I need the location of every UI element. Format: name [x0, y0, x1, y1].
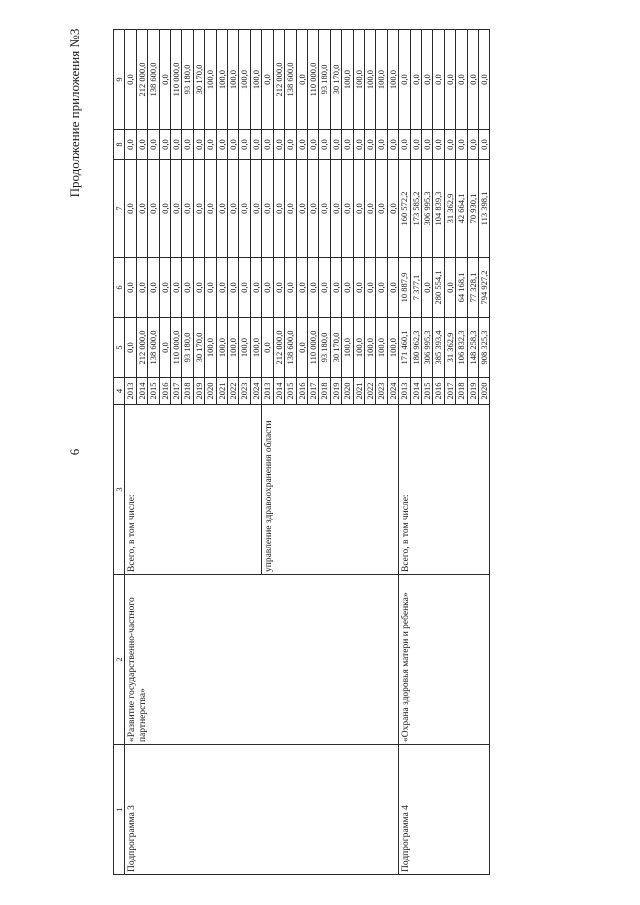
amount-cell: 0,0	[330, 130, 341, 160]
amount-cell: 104 839,3	[433, 160, 444, 258]
amount-cell: 0,0	[159, 130, 170, 160]
amount-cell: 0,0	[319, 130, 330, 160]
amount-cell: 0,0	[182, 160, 193, 258]
amount-cell: 100,0	[387, 318, 398, 378]
amount-cell: 100,0	[376, 30, 387, 130]
amount-cell: 0,0	[159, 318, 170, 378]
amount-cell: 100,0	[353, 318, 364, 378]
amount-cell: 93 180,0	[319, 30, 330, 130]
amount-cell: 0,0	[285, 130, 296, 160]
amount-cell: 100,0	[250, 318, 261, 378]
amount-cell: 10 887,9	[399, 258, 410, 318]
amount-cell: 0,0	[136, 160, 147, 258]
amount-cell: 0,0	[342, 160, 353, 258]
amount-cell: 100,0	[239, 318, 250, 378]
year-cell: 2016	[433, 378, 444, 405]
amount-cell: 0,0	[387, 130, 398, 160]
amount-cell: 0,0	[467, 130, 478, 160]
amount-cell: 30 170,0	[330, 318, 341, 378]
amount-cell: 0,0	[342, 258, 353, 318]
amount-cell: 0,0	[330, 258, 341, 318]
amount-cell: 100,0	[216, 318, 227, 378]
amount-cell: 93 180,0	[319, 318, 330, 378]
amount-cell: 110 000,0	[307, 318, 318, 378]
amount-cell: 30 170,0	[193, 318, 204, 378]
amount-cell: 0,0	[273, 160, 284, 258]
year-cell: 2024	[250, 378, 261, 405]
amount-cell: 110 000,0	[171, 318, 182, 378]
year-cell: 2023	[376, 378, 387, 405]
funding-table	[113, 29, 490, 875]
amount-cell: 0,0	[262, 318, 273, 378]
amount-cell: 0,0	[456, 30, 467, 130]
year-cell: 2021	[353, 378, 364, 405]
amount-cell: 0,0	[205, 160, 216, 258]
header-cell: 8	[114, 130, 125, 160]
amount-cell: 0,0	[205, 130, 216, 160]
amount-cell: 70 930,1	[467, 160, 478, 258]
amount-cell: 0,0	[228, 258, 239, 318]
year-cell: 2022	[228, 378, 239, 405]
amount-cell: 0,0	[182, 130, 193, 160]
amount-cell: 0,0	[456, 130, 467, 160]
header-cell: 5	[114, 318, 125, 378]
amount-cell: 77 328,1	[467, 258, 478, 318]
subprogram-name: «Охрана здоровья матери и ребенка»	[399, 575, 490, 745]
funding-source-label: управление здравоохранения области	[262, 405, 399, 575]
subprogram-name: «Развитие государственно-частного партнерства»	[125, 575, 399, 745]
amount-cell: 0,0	[205, 258, 216, 318]
year-cell: 2018	[456, 378, 467, 405]
year-cell: 2016	[296, 378, 307, 405]
amount-cell: 0,0	[159, 160, 170, 258]
amount-cell: 0,0	[387, 258, 398, 318]
amount-cell: 64 168,1	[456, 258, 467, 318]
amount-cell: 0,0	[353, 258, 364, 318]
amount-cell: 794 927,2	[479, 258, 490, 318]
amount-cell: 100,0	[205, 318, 216, 378]
amount-cell: 306 995,3	[421, 160, 432, 258]
amount-cell: 0,0	[444, 258, 455, 318]
amount-cell: 100,0	[342, 318, 353, 378]
year-cell: 2022	[364, 378, 375, 405]
amount-cell: 306 995,3	[421, 318, 432, 378]
year-cell: 2019	[467, 378, 478, 405]
amount-cell: 0,0	[136, 258, 147, 318]
header-cell: 9	[114, 30, 125, 130]
amount-cell: 100,0	[228, 318, 239, 378]
amount-cell: 0,0	[159, 258, 170, 318]
amount-cell: 0,0	[399, 30, 410, 130]
year-cell: 2015	[421, 378, 432, 405]
year-cell: 2020	[342, 378, 353, 405]
amount-cell: 0,0	[239, 130, 250, 160]
amount-cell: 0,0	[125, 318, 136, 378]
amount-cell: 0,0	[239, 258, 250, 318]
amount-cell: 100,0	[239, 30, 250, 130]
amount-cell: 0,0	[307, 258, 318, 318]
year-cell: 2017	[307, 378, 318, 405]
year-cell: 2016	[159, 378, 170, 405]
amount-cell: 0,0	[216, 130, 227, 160]
amount-cell: 0,0	[250, 160, 261, 258]
amount-cell: 385 393,4	[433, 318, 444, 378]
amount-cell: 0,0	[182, 258, 193, 318]
amount-cell: 0,0	[433, 130, 444, 160]
amount-cell: 0,0	[262, 30, 273, 130]
amount-cell: 0,0	[421, 30, 432, 130]
amount-cell: 100,0	[228, 30, 239, 130]
year-cell: 2014	[136, 378, 147, 405]
amount-cell: 138 600,0	[148, 30, 159, 130]
amount-cell: 0,0	[364, 130, 375, 160]
amount-cell: 0,0	[125, 160, 136, 258]
amount-cell: 171 460,1	[399, 318, 410, 378]
amount-cell: 0,0	[171, 130, 182, 160]
amount-cell: 148 258,3	[467, 318, 478, 378]
amount-cell: 212 000,0	[273, 30, 284, 130]
table-row	[399, 30, 410, 875]
amount-cell: 0,0	[296, 130, 307, 160]
amount-cell: 0,0	[364, 160, 375, 258]
header-cell: 4	[114, 378, 125, 405]
amount-cell: 93 180,0	[182, 318, 193, 378]
amount-cell: 0,0	[376, 160, 387, 258]
amount-cell: 0,0	[330, 160, 341, 258]
page-number: 6	[67, 448, 82, 456]
amount-cell: 7 377,1	[410, 258, 421, 318]
year-cell: 2020	[479, 378, 490, 405]
amount-cell: 100,0	[250, 30, 261, 130]
amount-cell: 0,0	[433, 30, 444, 130]
year-cell: 2015	[148, 378, 159, 405]
amount-cell: 110 000,0	[171, 30, 182, 130]
amount-cell: 0,0	[410, 130, 421, 160]
amount-cell: 0,0	[285, 160, 296, 258]
amount-cell: 0,0	[159, 30, 170, 130]
amount-cell: 42 664,1	[456, 160, 467, 258]
amount-cell: 0,0	[285, 258, 296, 318]
header-cell: 1	[114, 745, 125, 875]
amount-cell: 0,0	[444, 30, 455, 130]
amount-cell: 0,0	[148, 258, 159, 318]
year-cell: 2013	[399, 378, 410, 405]
amount-cell: 0,0	[410, 30, 421, 130]
amount-cell: 0,0	[216, 160, 227, 258]
amount-cell: 31 362,9	[444, 160, 455, 258]
amount-cell: 138 600,0	[148, 318, 159, 378]
subprogram-code: Подпрограмма 3	[125, 745, 399, 875]
amount-cell: 100,0	[376, 318, 387, 378]
amount-cell: 93 180,0	[182, 30, 193, 130]
amount-cell: 0,0	[262, 258, 273, 318]
amount-cell: 180 962,3	[410, 318, 421, 378]
amount-cell: 0,0	[148, 130, 159, 160]
amount-cell: 160 572,2	[399, 160, 410, 258]
amount-cell: 100,0	[342, 30, 353, 130]
amount-cell: 0,0	[193, 130, 204, 160]
amount-cell: 0,0	[296, 160, 307, 258]
rotated-table-container	[113, 30, 613, 875]
year-cell: 2019	[193, 378, 204, 405]
amount-cell: 113 398,1	[479, 160, 490, 258]
amount-cell: 0,0	[376, 258, 387, 318]
year-cell: 2019	[330, 378, 341, 405]
amount-cell: 0,0	[307, 130, 318, 160]
amount-cell: 0,0	[273, 258, 284, 318]
header-cell: 7	[114, 160, 125, 258]
amount-cell: 0,0	[273, 130, 284, 160]
amount-cell: 0,0	[171, 258, 182, 318]
amount-cell: 0,0	[421, 130, 432, 160]
year-cell: 2013	[125, 378, 136, 405]
amount-cell: 0,0	[193, 160, 204, 258]
amount-cell: 0,0	[125, 130, 136, 160]
amount-cell: 100,0	[387, 30, 398, 130]
amount-cell: 0,0	[262, 160, 273, 258]
amount-cell: 0,0	[387, 160, 398, 258]
amount-cell: 0,0	[216, 258, 227, 318]
amount-cell: 106 832,3	[456, 318, 467, 378]
subprogram-code: Подпрограмма 4	[399, 745, 490, 875]
appendix-title: Продолжение приложения №3	[67, 28, 82, 198]
table-body	[125, 30, 490, 875]
amount-cell: 908 325,3	[479, 318, 490, 378]
year-cell: 2017	[171, 378, 182, 405]
amount-cell: 31 362,9	[444, 318, 455, 378]
amount-cell: 212 000,0	[136, 30, 147, 130]
amount-cell: 0,0	[125, 258, 136, 318]
amount-cell: 138 600,0	[285, 318, 296, 378]
amount-cell: 280 554,1	[433, 258, 444, 318]
year-cell: 2018	[182, 378, 193, 405]
amount-cell: 100,0	[364, 318, 375, 378]
amount-cell: 173 585,2	[410, 160, 421, 258]
amount-cell: 110 000,0	[307, 30, 318, 130]
amount-cell: 0,0	[136, 130, 147, 160]
year-cell: 2015	[285, 378, 296, 405]
year-cell: 2023	[239, 378, 250, 405]
header-cell: 3	[114, 405, 125, 575]
year-cell: 2021	[216, 378, 227, 405]
amount-cell: 0,0	[262, 130, 273, 160]
funding-source-label: Всего, в том числе:	[125, 405, 262, 575]
amount-cell: 0,0	[307, 160, 318, 258]
year-cell: 2024	[387, 378, 398, 405]
amount-cell: 100,0	[364, 30, 375, 130]
amount-cell: 0,0	[376, 130, 387, 160]
amount-cell: 0,0	[479, 30, 490, 130]
amount-cell: 100,0	[216, 30, 227, 130]
amount-cell: 0,0	[250, 258, 261, 318]
amount-cell: 0,0	[364, 258, 375, 318]
amount-cell: 0,0	[467, 30, 478, 130]
funding-source-label: Всего, в том числе:	[399, 405, 490, 575]
year-cell: 2013	[262, 378, 273, 405]
amount-cell: 0,0	[421, 258, 432, 318]
year-cell: 2020	[205, 378, 216, 405]
amount-cell: 0,0	[296, 258, 307, 318]
amount-cell: 0,0	[148, 160, 159, 258]
amount-cell: 0,0	[296, 30, 307, 130]
header-cell: 2	[114, 575, 125, 745]
amount-cell: 0,0	[319, 160, 330, 258]
year-cell: 2018	[319, 378, 330, 405]
amount-cell: 0,0	[250, 130, 261, 160]
amount-cell: 0,0	[399, 130, 410, 160]
amount-cell: 0,0	[479, 130, 490, 160]
table-row	[125, 30, 136, 875]
amount-cell: 212 000,0	[273, 318, 284, 378]
amount-cell: 30 170,0	[330, 30, 341, 130]
year-cell: 2014	[273, 378, 284, 405]
year-cell: 2014	[410, 378, 421, 405]
amount-cell: 0,0	[342, 130, 353, 160]
amount-cell: 0,0	[444, 130, 455, 160]
amount-cell: 0,0	[239, 160, 250, 258]
amount-cell: 0,0	[353, 130, 364, 160]
amount-cell: 0,0	[171, 160, 182, 258]
amount-cell: 0,0	[319, 258, 330, 318]
header-row	[114, 30, 125, 875]
amount-cell: 30 170,0	[193, 30, 204, 130]
amount-cell: 0,0	[228, 160, 239, 258]
amount-cell: 212 000,0	[136, 318, 147, 378]
amount-cell: 0,0	[125, 30, 136, 130]
amount-cell: 0,0	[353, 160, 364, 258]
amount-cell: 0,0	[193, 258, 204, 318]
amount-cell: 100,0	[353, 30, 364, 130]
amount-cell: 0,0	[228, 130, 239, 160]
header-cell: 6	[114, 258, 125, 318]
amount-cell: 100,0	[205, 30, 216, 130]
amount-cell: 0,0	[296, 318, 307, 378]
year-cell: 2017	[444, 378, 455, 405]
amount-cell: 138 600,0	[285, 30, 296, 130]
